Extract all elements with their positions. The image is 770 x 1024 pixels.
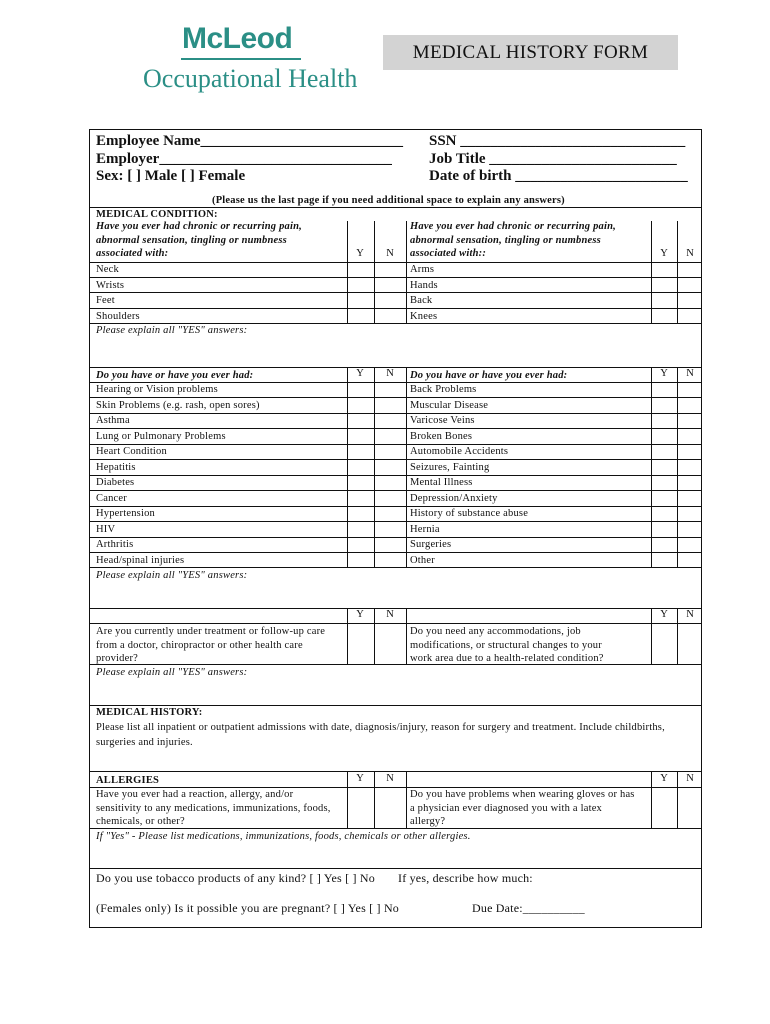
yes-column-header: Y <box>356 248 364 259</box>
employer-field[interactable]: Employer_______________________________ <box>96 151 392 167</box>
list-item: Hernia <box>410 523 440 535</box>
tobacco-followup: If yes, describe how much: <box>398 871 533 885</box>
list-item: Knees <box>410 310 438 322</box>
latex-allergy-question: Do you have problems when wearing gloves or has a physician ever diagnosed you with a latex allergy? <box>410 789 635 827</box>
list-item: Lung or Pulmonary Problems <box>96 430 226 442</box>
pain-question-left: Have you ever had chronic or recurring pain, abnormal sensation, tingling or numbness associated with: <box>96 221 302 259</box>
history-heading-left: Do you have or have you ever had: <box>96 370 254 381</box>
yes-column-header: Y <box>660 248 668 259</box>
allergies-heading: ALLERGIES <box>96 775 160 786</box>
job-title-field[interactable]: Job Title _________________________ <box>429 151 677 167</box>
list-item: Back Problems <box>410 384 477 395</box>
treatment-question: Are you currently under treatment or follow-up care from a doctor, chiropractor or other health care provider? <box>96 626 326 664</box>
list-item: Feet <box>96 295 115 306</box>
list-item: Hearing or Vision problems <box>96 384 218 395</box>
condition-list-left <box>96 262 140 324</box>
list-item: Mental Illness <box>410 477 473 488</box>
history-list-left <box>96 382 260 568</box>
no-column-header: N <box>686 368 694 379</box>
allergy-question: Have you ever had a reaction, allergy, and/or sensitivity to any medications, immunizations, foods, chemicals, or other? <box>96 789 331 827</box>
list-item: Automobile Accidents <box>410 446 509 457</box>
logo-divider <box>181 58 301 60</box>
logo-mcleod: McLeod <box>182 22 293 55</box>
list-item: Other <box>410 554 435 566</box>
list-item: Hepatitis <box>96 461 136 473</box>
explain-yes-answers: Please explain all "YES" answers: <box>96 325 248 336</box>
logo-occupational-health: Occupational Health <box>143 64 358 93</box>
list-item: Hands <box>410 279 438 291</box>
list-item: Hypertension <box>96 508 155 519</box>
list-item: Wrists <box>96 279 125 291</box>
list-item: Shoulders <box>96 310 140 322</box>
yes-column-header: Y <box>660 773 668 784</box>
list-item: Arthritis <box>96 539 134 550</box>
additional-space-note: (Please us the last page if you need additional space to explain any answers) <box>212 195 565 206</box>
yes-column-header: Y <box>660 609 668 620</box>
allergy-explain: If "Yes" - Please list medications, immunizations, foods, chemicals or other allergies. <box>96 831 471 842</box>
no-column-header: N <box>686 773 694 784</box>
sex-field[interactable]: Sex: [ ] Male [ ] Female <box>96 168 246 184</box>
list-item: Varicose Veins <box>410 415 475 426</box>
pain-question-right: Have you ever had chronic or recurring pain, abnormal sensation, tingling or numbness associated with:: <box>410 221 616 259</box>
explain-yes-answers: Please explain all "YES" answers: <box>96 667 248 678</box>
list-item: Head/spinal injuries <box>96 554 185 566</box>
yes-column-header: Y <box>356 609 364 620</box>
list-item: History of substance abuse <box>410 508 529 519</box>
pregnancy-question[interactable]: (Females only) Is it possible you are pregnant? [ ] Yes [ ] No <box>96 901 400 915</box>
yes-column-header: Y <box>660 368 668 379</box>
yes-column-header: Y <box>356 773 364 784</box>
ssn-field[interactable]: SSN ______________________________ <box>429 133 686 149</box>
list-item: Neck <box>96 264 119 275</box>
list-item: Arms <box>410 264 435 275</box>
list-item: Diabetes <box>96 477 135 488</box>
medical-history-heading: MEDICAL HISTORY: <box>96 707 203 718</box>
condition-list-right <box>410 262 438 324</box>
list-item: Skin Problems (e.g. rash, open sores) <box>96 399 260 411</box>
no-column-header: N <box>386 248 394 259</box>
explain-yes-answers: Please explain all "YES" answers: <box>96 570 248 581</box>
medical-history-instructions: Please list all inpatient or outpatient admissions with date, diagnosis/injury, reason for surgery and treatment. Include childbirths, surgeries and injuries. <box>96 722 665 748</box>
no-column-header: N <box>386 609 394 620</box>
tobacco-question[interactable]: Do you use tobacco products of any kind? [ ] Yes [ ] No <box>96 871 375 885</box>
list-item: Cancer <box>96 492 127 504</box>
employee-name-field[interactable]: Employee Name___________________________ <box>96 133 404 149</box>
yes-column-header: Y <box>356 368 364 379</box>
list-item: HIV <box>96 523 116 535</box>
form-title: MEDICAL HISTORY FORM <box>383 35 678 70</box>
due-date-field[interactable]: Due Date:__________ <box>472 901 585 915</box>
accommodation-question: Do you need any accommodations, job modifications, or structural changes to your work area due to a health-related condition? <box>410 626 604 664</box>
list-item: Broken Bones <box>410 430 473 442</box>
list-item: Heart Condition <box>96 446 167 457</box>
list-item: Depression/Anxiety <box>410 492 498 504</box>
no-column-header: N <box>686 609 694 620</box>
dob-field[interactable]: Date of birth _______________________ <box>429 168 688 184</box>
list-item: Back <box>410 295 433 306</box>
list-item: Seizures, Fainting <box>410 461 490 473</box>
no-column-header: N <box>386 368 394 379</box>
medical-condition-heading: MEDICAL CONDITION: <box>96 209 218 220</box>
history-list-right <box>410 382 528 568</box>
no-column-header: N <box>386 773 394 784</box>
history-heading-right: Do you have or have you ever had: <box>410 370 568 381</box>
list-item: Surgeries <box>410 539 452 550</box>
list-item: Asthma <box>96 415 130 426</box>
list-item: Muscular Disease <box>410 399 489 411</box>
no-column-header: N <box>686 248 694 259</box>
